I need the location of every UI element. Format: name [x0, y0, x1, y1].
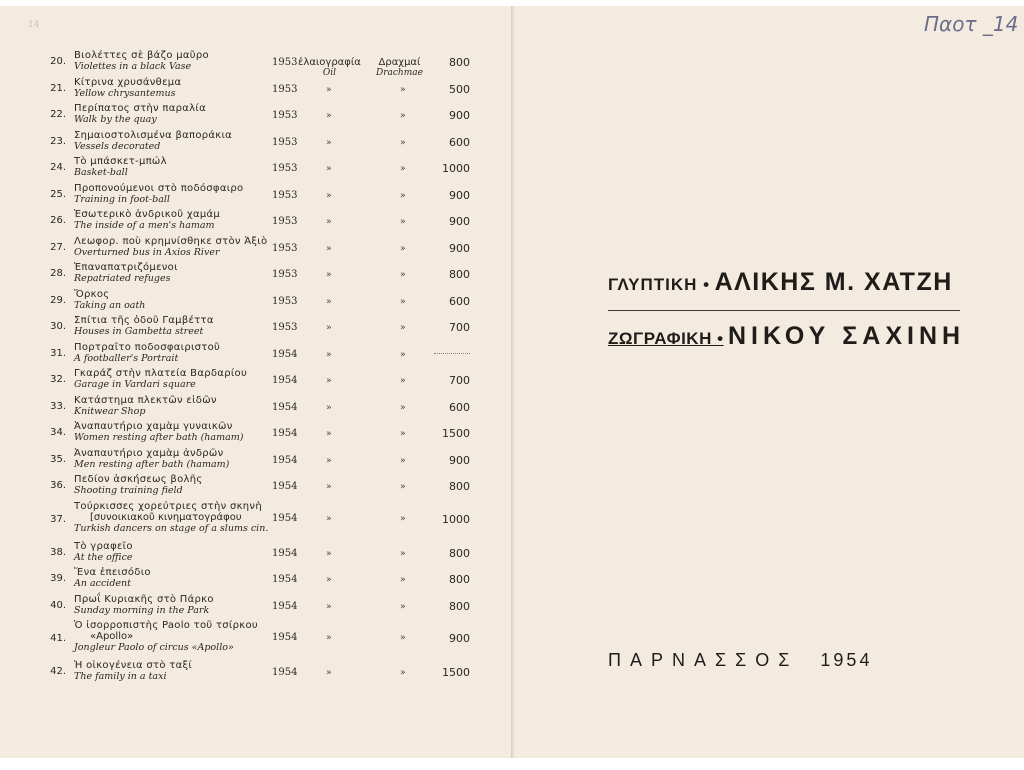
item-year: 1954 [272, 547, 298, 559]
item-title-greek: Πεδίον ἀσκήσεως βολῆς [74, 474, 203, 485]
item-year: 1953 [272, 163, 298, 174]
item-title-english: Shooting training field [74, 485, 183, 496]
item-title-greek-cont: [συνοικιακοῦ κινηματογράφου [90, 511, 242, 523]
item-number: 33. [50, 400, 66, 412]
item-year: 1953 [272, 269, 298, 280]
item-year: 1954 [272, 454, 298, 466]
item-number: 23. [50, 135, 66, 147]
sculpture-title [608, 268, 953, 297]
ditto-mark-medium: » [326, 575, 332, 585]
item-title-english: Women resting after bath (hamam) [74, 432, 244, 443]
item-number: 26. [50, 215, 66, 226]
item-title-english: Turkish dancers on stage of a slums cin. [74, 522, 269, 534]
item-price: 800 [449, 546, 470, 560]
ditto-mark-price: » [400, 349, 406, 360]
ditto-mark-medium: » [326, 323, 332, 333]
item-title-greek: Τὸ μπάσκετ-μπώλ [74, 156, 167, 167]
item-price: 600 [449, 294, 470, 308]
catalogue-row [0, 620, 512, 660]
item-price: 1500 [442, 427, 470, 440]
sculpture-label: ΓΛΥΠΤΙΚΗ • [608, 275, 711, 294]
item-title-greek: Ἕνα ἐπεισόδιο [74, 567, 151, 578]
catalogue-row [0, 103, 512, 129]
ditto-mark-price: » [400, 548, 406, 559]
item-price: 700 [449, 374, 470, 387]
item-title-greek: Προπονούμενοι στὸ ποδόσφαιρο [74, 182, 244, 194]
ditto-mark-medium: » [326, 164, 332, 174]
item-title-greek: Γκαράζ στὴν πλατεία Βαρδαρίου [74, 368, 248, 379]
item-title-english: A footballer's Portrait [74, 352, 179, 364]
item-number: 36. [50, 480, 66, 491]
item-number: 34. [50, 427, 66, 438]
item-year: 1954 [272, 574, 298, 585]
ditto-mark-price: » [400, 217, 406, 227]
catalogue-row [0, 50, 512, 76]
item-title-greek: Πρωΐ Κυριακῆς στὸ Πάρκο [74, 593, 214, 605]
item-title-greek: Σημαιοστολισμένα βαποράκια [74, 129, 233, 141]
ditto-mark-price: » [400, 668, 406, 678]
ditto-mark-medium: » [326, 376, 332, 386]
catalogue-row [0, 209, 512, 235]
ditto-mark-medium: » [326, 455, 332, 466]
catalogue-row [0, 156, 512, 182]
ditto-mark-price: » [400, 376, 406, 386]
catalogue-row [0, 501, 512, 541]
item-title-greek: Περίπατος στὴν παραλία [74, 103, 206, 114]
item-number: 41. [50, 633, 66, 644]
ditto-mark-medium: » [326, 601, 332, 612]
exhibition-year: 1954 [820, 650, 873, 670]
item-title-english: Repatriated refuges [74, 273, 171, 284]
catalogue-row [0, 395, 512, 421]
ditto-mark-medium: » [326, 349, 332, 360]
catalogue-row [0, 660, 512, 686]
ditto-mark-medium: » [326, 111, 332, 121]
painter-name: ΝΙΚΟΥ ΣΑΧΙΝΗ [728, 322, 966, 350]
catalogue-row [0, 183, 512, 209]
item-number: 40. [50, 599, 66, 611]
ditto-mark-medium: » [326, 668, 332, 678]
painting-title [608, 322, 965, 351]
item-price: 600 [449, 135, 470, 149]
item-number: 32. [50, 374, 66, 385]
item-year: 1953 [272, 189, 298, 201]
catalogue-row [0, 368, 512, 394]
item-title-english: Knitwear Shop [74, 405, 146, 417]
item-year: 1954 [272, 375, 298, 386]
catalogue-row [0, 567, 512, 593]
ditto-mark-medium: » [326, 190, 332, 201]
catalogue-row [0, 130, 512, 156]
item-title-english: The family in a taxi [74, 671, 167, 682]
right-page [514, 6, 1024, 758]
item-number: 20. [50, 56, 66, 67]
ditto-mark-price: » [400, 575, 406, 585]
catalogue-row [0, 236, 512, 262]
ditto-mark-medium: » [326, 243, 332, 254]
ditto-mark-price: » [400, 482, 406, 492]
item-title-greek: Ἀναπαυτήριο χαμὰμ γυναικῶν [74, 421, 233, 432]
item-year: 1954 [272, 428, 298, 439]
item-price: 1500 [442, 666, 470, 679]
item-year: 1953 [272, 216, 298, 227]
catalogue-row [0, 77, 512, 103]
price-header-greek: Δραχμαί [378, 57, 421, 68]
item-number: 35. [50, 453, 66, 465]
item-year: 1953 [272, 295, 298, 307]
handwritten-note: Παοτ _14 [924, 12, 1019, 36]
item-number: 39. [50, 573, 66, 584]
item-number: 24. [50, 162, 66, 173]
item-title-greek: Βιολέττες σὲ βάζο μαῦρο [74, 50, 209, 61]
item-price: 1000 [442, 162, 470, 175]
ditto-mark-price: » [400, 164, 406, 174]
item-title-greek: Κατάστημα πλεκτῶν εἰδῶν [74, 394, 217, 406]
painting-label: ΖΩΓΡΑΦΙΚΗ • [608, 329, 724, 348]
ditto-mark-price: » [400, 190, 406, 201]
item-title-greek: Ἐπαναπατριζόμενοι [74, 262, 178, 273]
item-year: 1953 [272, 242, 298, 254]
ditto-mark-medium: » [326, 548, 332, 559]
item-title-english: Vessels decorated [74, 140, 161, 152]
item-number: 28. [50, 268, 66, 279]
item-title-english: Violettes in a black Vase [74, 61, 192, 72]
item-year: 1954 [272, 600, 298, 612]
item-year: 1954 [272, 401, 298, 413]
ditto-mark-price: » [400, 270, 406, 280]
price-header-english: Drachmae [376, 68, 423, 78]
item-price: 900 [449, 215, 470, 228]
ditto-mark-price: » [400, 513, 406, 524]
ditto-mark-price: » [400, 601, 406, 612]
item-year: 1953 [272, 322, 298, 333]
ditto-mark-medium: » [326, 296, 332, 307]
item-year: 1953 [272, 57, 298, 68]
ditto-mark-price: » [400, 243, 406, 254]
item-number: 31. [50, 347, 66, 359]
item-number: 42. [50, 666, 66, 677]
item-title-greek: Ἀναπαυτήριο χαμὰμ ἀνδρῶν [74, 447, 224, 459]
title-divider [608, 310, 960, 311]
ditto-mark-medium: » [326, 513, 332, 524]
item-title-english: The inside of a men's hamam [74, 220, 215, 231]
item-year: 1954 [272, 632, 298, 643]
catalogue-row [0, 342, 512, 368]
item-year: 1954 [272, 481, 298, 492]
item-title-english: An accident [74, 578, 131, 589]
ditto-mark-price: » [400, 323, 406, 333]
ditto-mark-medium: » [326, 633, 332, 643]
item-number: 22. [50, 109, 66, 120]
item-year: 1954 [272, 512, 298, 524]
item-price: 700 [449, 321, 470, 334]
item-title-english: Sunday morning in the Park [74, 604, 210, 616]
catalogue-row [0, 289, 512, 315]
ditto-mark-price: » [400, 84, 406, 95]
ditto-mark-price: » [400, 455, 406, 466]
item-title-greek: Λεωφορ. ποὺ κρημνίσθηκε στὸν Ἀξιὸ [74, 235, 268, 247]
item-number: 30. [50, 321, 66, 332]
item-title-greek: Ἡ οἰκογένεια στὸ ταξί [74, 660, 193, 671]
ditto-mark-medium: » [326, 270, 332, 280]
catalogue-row [0, 474, 512, 500]
item-title-greek-cont: «Apollo» [90, 631, 134, 642]
item-price: 800 [449, 268, 470, 281]
item-title-english: Training in foot-ball [74, 193, 170, 205]
item-price: 900 [449, 453, 470, 467]
ditto-mark-medium: » [326, 137, 332, 148]
catalogue-row [0, 541, 512, 567]
item-title-english: Taking an oath [74, 299, 146, 311]
item-year: 1954 [272, 348, 298, 360]
item-title-greek: Πορτραῖτο ποδοσφαιριστοῦ [74, 341, 221, 353]
catalogue-row [0, 315, 512, 341]
ditto-mark-price: » [400, 137, 406, 148]
item-title-english: Overturned bus in Axios River [74, 246, 220, 258]
ditto-mark-medium: » [326, 429, 332, 439]
item-title-greek: Σπίτια τῆς ὁδοῦ Γαμβέττα [74, 315, 214, 326]
item-price: 900 [449, 632, 470, 645]
item-year: 1953 [272, 110, 298, 121]
item-year: 1953 [272, 136, 298, 148]
item-title-greek: Ἐσωτερικὸ ἀνδρικοῦ χαμάμ [74, 209, 221, 220]
item-title-english: Basket-ball [74, 167, 128, 178]
price-blank-dots [434, 353, 470, 354]
item-price: 900 [449, 188, 470, 202]
ditto-mark-medium: » [326, 84, 332, 95]
item-title-greek: Ὁ ἰσορροπιστὴς Paolo τοῦ τσίρκου [74, 620, 258, 631]
ditto-mark-price: » [400, 429, 406, 439]
left-page [0, 6, 512, 758]
ditto-mark-medium: » [326, 217, 332, 227]
item-title-english: Houses in Gambetta street [74, 326, 204, 337]
item-price: 1000 [442, 512, 470, 526]
catalogue-row [0, 594, 512, 620]
ditto-mark-price: » [400, 111, 406, 121]
item-title-english: Walk by the quay [74, 114, 157, 125]
item-title-greek: Κίτρινα χρυσάνθεμα [74, 76, 182, 88]
ditto-mark-price: » [400, 402, 406, 413]
medium-header-greek: ἐλαιογραφία [298, 57, 361, 68]
ditto-mark-medium: » [326, 482, 332, 492]
item-title-english: At the office [74, 551, 133, 563]
catalogue-row [0, 421, 512, 447]
catalogue-row [0, 262, 512, 288]
item-title-greek: Ὅρκος [74, 288, 110, 300]
item-price: 800 [449, 56, 470, 69]
catalogue-row [0, 448, 512, 474]
item-number: 27. [50, 241, 66, 253]
item-price: 900 [449, 241, 470, 255]
item-price: 600 [449, 400, 470, 414]
item-number: 21. [50, 82, 66, 94]
ditto-mark-price: » [400, 633, 406, 643]
item-number: 37. [50, 513, 66, 525]
item-title-english: Garage in Vardari square [74, 379, 196, 390]
item-year: 1954 [272, 667, 298, 678]
item-number: 25. [50, 188, 66, 200]
ditto-mark-medium: » [326, 402, 332, 413]
sculptor-name: ΑΛΙΚΗΣ Μ. ΧΑΤΖΗ [714, 268, 953, 296]
item-title-english: Men resting after bath (hamam) [74, 458, 230, 470]
medium-header-english: Oil [322, 68, 336, 78]
item-number: 29. [50, 294, 66, 306]
gallery-footer [608, 650, 872, 671]
item-price: 900 [449, 109, 470, 122]
item-title-greek: Τὸ γραφεῖο [74, 540, 133, 552]
item-year: 1953 [272, 83, 298, 95]
item-price: 800 [449, 573, 470, 586]
item-price: 500 [449, 82, 470, 96]
item-title-greek: Τούρκισσες χορεύτριες στὴν σκηνὴ [74, 500, 262, 512]
item-price: 800 [449, 480, 470, 493]
page-number-faint: 14 [28, 20, 40, 30]
item-title-english: Jongleur Paolo of circus «Apollo» [74, 642, 234, 653]
item-title-english: Yellow chrysantemus [74, 87, 176, 99]
item-price: 800 [449, 599, 470, 613]
item-number: 38. [50, 546, 66, 558]
gallery-name: ΠΑΡΝΑΣΣΟΣ [608, 650, 799, 670]
ditto-mark-price: » [400, 296, 406, 307]
